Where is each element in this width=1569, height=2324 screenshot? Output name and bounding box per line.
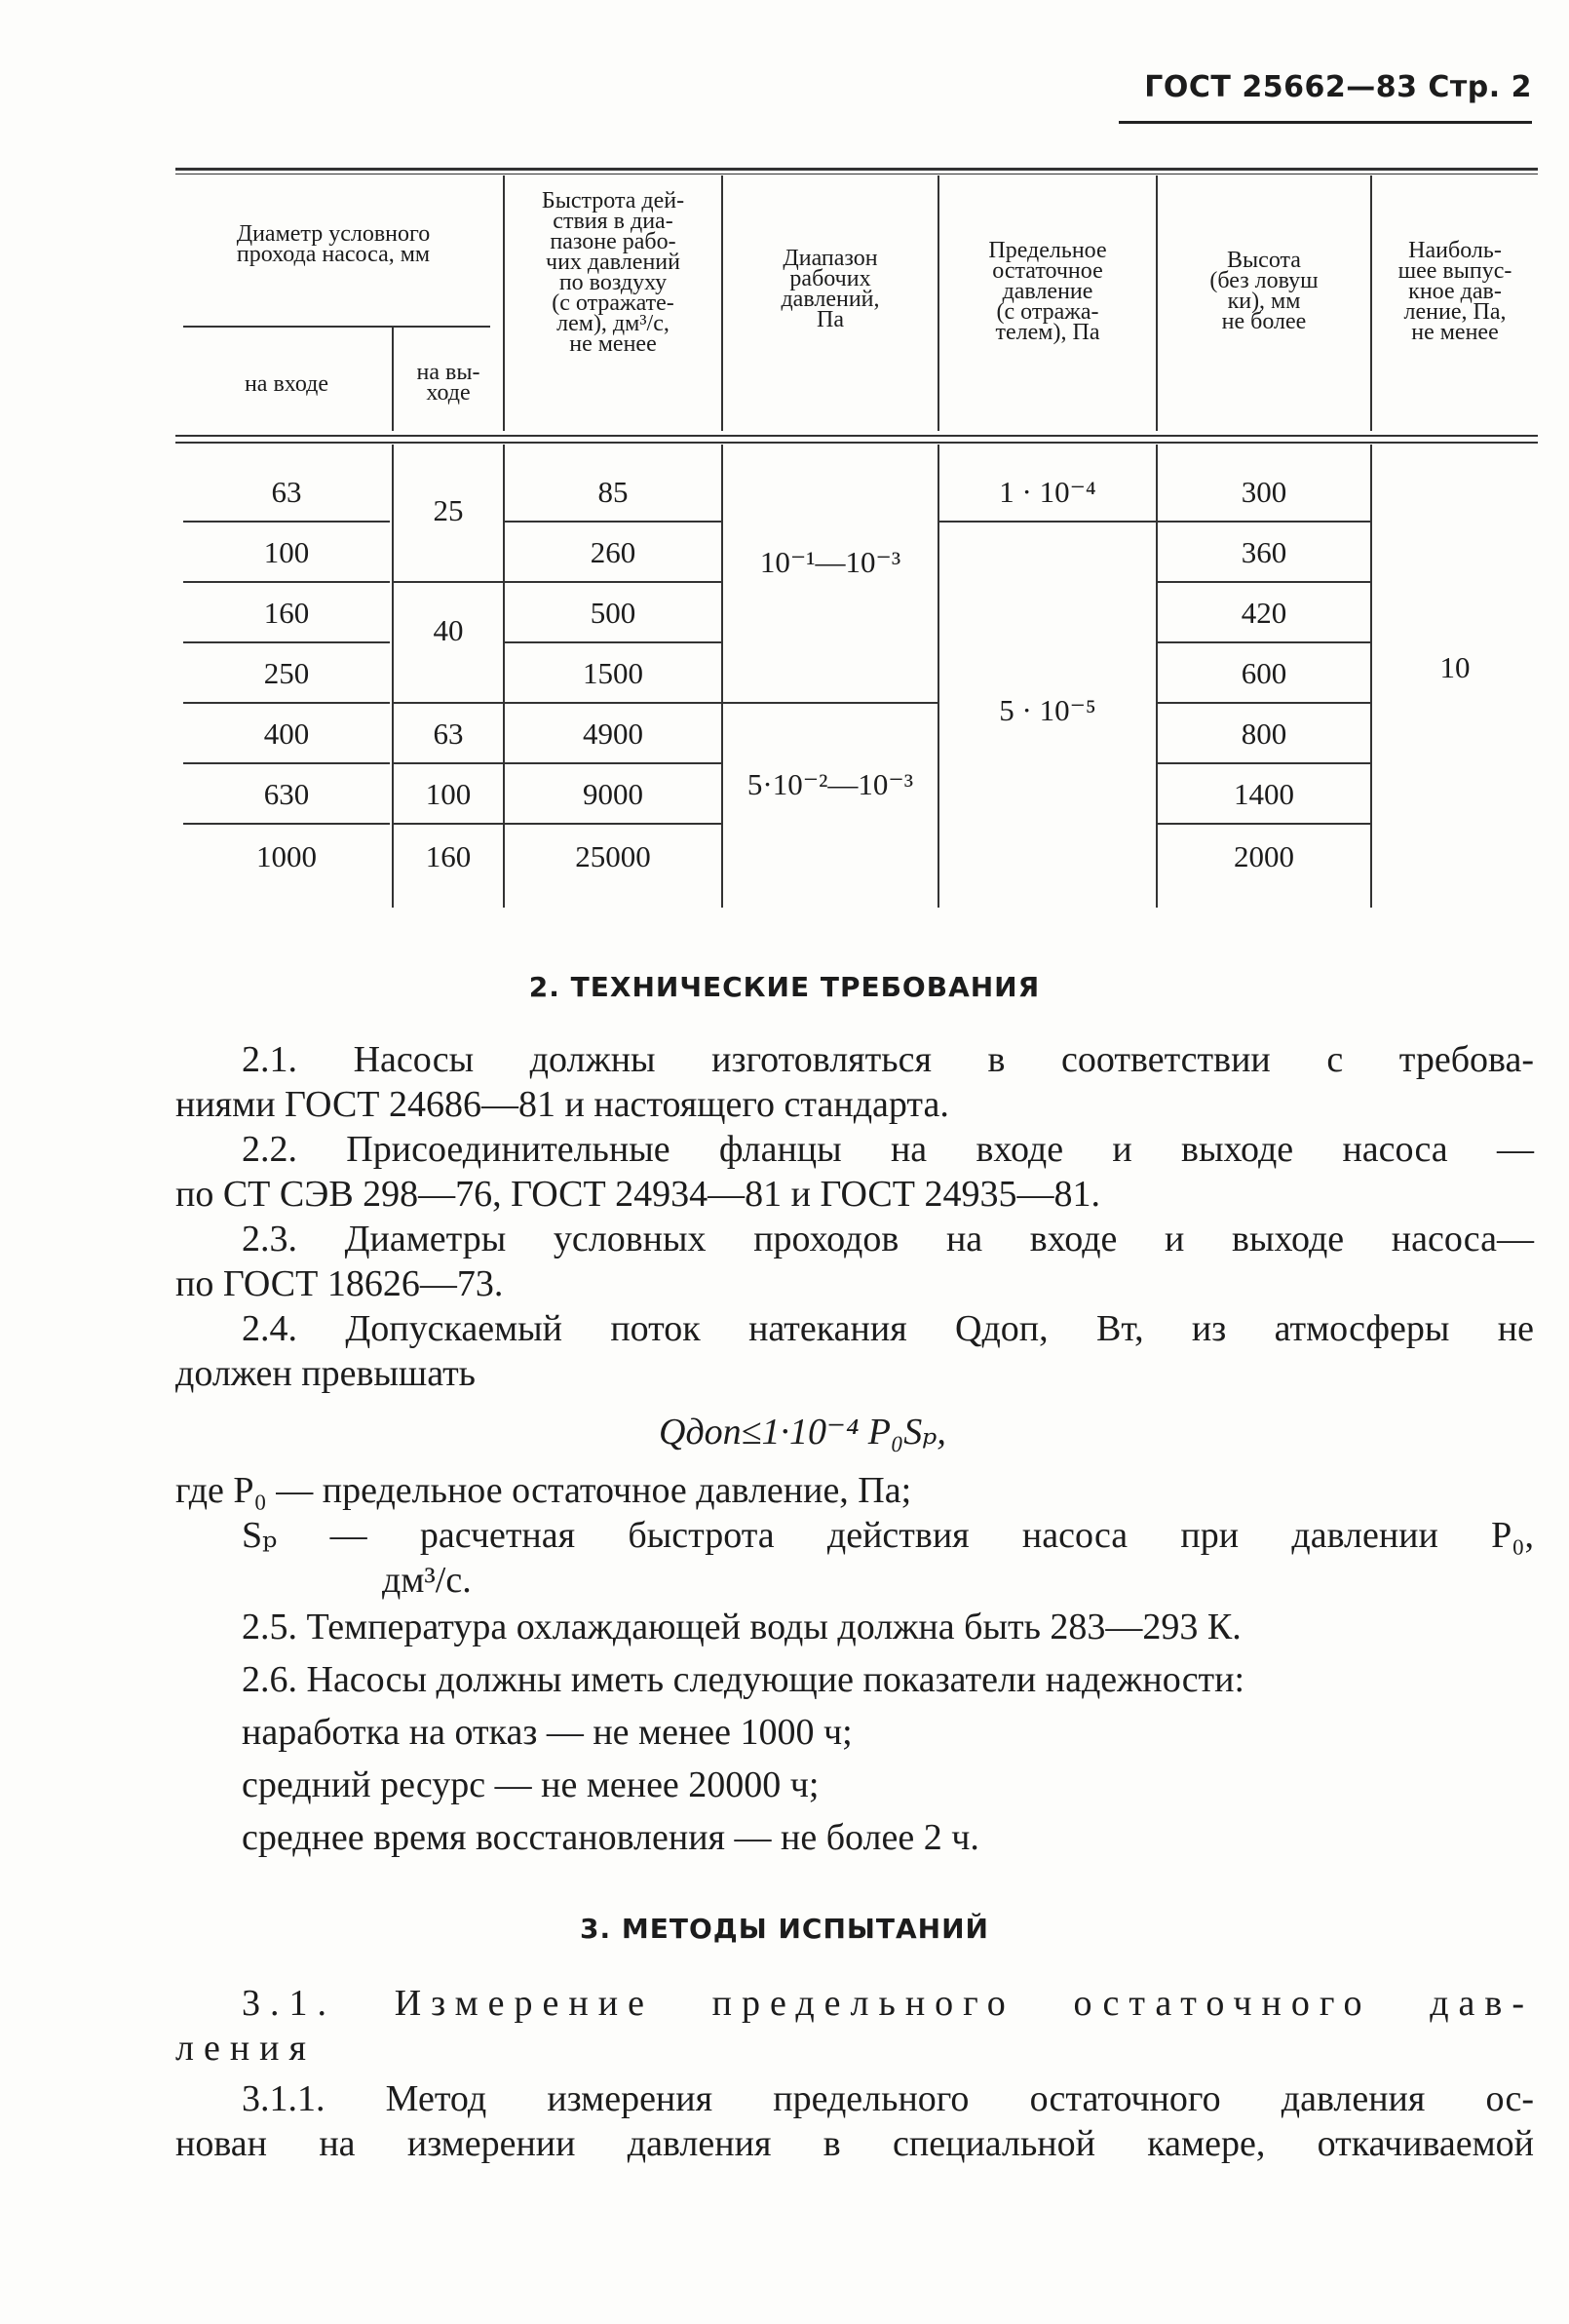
cell-inlet: 400 xyxy=(263,717,310,751)
th-height: Высота (без ловуш ки), мм не более xyxy=(1209,248,1319,334)
para-2-2-line2: по СТ СЭВ 298—76, ГОСТ 24934—81 и ГОСТ 24935—81. xyxy=(175,1174,1100,1215)
col-line xyxy=(721,445,723,908)
row-rule xyxy=(1158,581,1370,583)
cell-height: 800 xyxy=(1241,717,1287,751)
row-rule xyxy=(1158,823,1370,825)
cell-outlet-pressure: 10 xyxy=(1439,650,1471,684)
row-rule xyxy=(1158,521,1370,523)
cell-outlet: 25 xyxy=(433,493,464,527)
row-rule xyxy=(1158,641,1370,643)
cell-inlet: 630 xyxy=(263,777,310,811)
para-2-5: 2.5. Температура охлаждающей воды должна быть 283—293 К. xyxy=(242,1607,1242,1647)
row-rule xyxy=(183,762,390,764)
row-rule xyxy=(183,702,390,704)
cell-height: 420 xyxy=(1241,596,1287,630)
row-rule xyxy=(394,762,503,764)
row-rule xyxy=(183,521,390,523)
row-rule xyxy=(939,521,1156,523)
formula: Qдоп≤1·10⁻⁴ P₀Sₚ, xyxy=(659,1412,946,1452)
cell-speed: 9000 xyxy=(583,777,643,811)
reliability-2: средний ресурс — не менее 20000 ч; xyxy=(242,1764,820,1805)
cell-speed: 85 xyxy=(597,475,629,509)
para-2-1-line1: 2.1. Насосы должны изготовляться в соответствии с требова- xyxy=(242,1039,1534,1080)
row-rule xyxy=(394,581,503,583)
row-rule xyxy=(505,702,721,704)
th-inlet: на входе xyxy=(244,371,329,397)
para-2-4-line2: должен превышать xyxy=(175,1353,477,1394)
row-rule xyxy=(394,702,503,704)
table-top-rule xyxy=(175,168,1538,171)
cell-inlet: 160 xyxy=(263,596,310,630)
th-outlet-pressure: Наиболь- шее выпус- кное дав- ление, Па, не менее xyxy=(1397,238,1512,345)
para-3-1-line1: 3.1. Измерение предельного остаточного дав- xyxy=(242,1983,1534,2024)
para-3-1-line2: ления xyxy=(175,2028,316,2069)
row-rule xyxy=(723,702,938,704)
para-3-1-1-line2: нован на измерении давления в специальной камере, откачиваемой xyxy=(175,2123,1534,2164)
where-line-1: где P₀ — предельное остаточное давление, Па; xyxy=(175,1470,912,1511)
cell-outlet: 40 xyxy=(433,613,464,647)
cell-outlet: 100 xyxy=(425,777,472,811)
row-rule xyxy=(394,823,503,825)
para-2-4-line1: 2.4. Допускаемый поток натекания Qдоп, Вт, из атмосферы не xyxy=(242,1308,1534,1349)
row-rule xyxy=(183,823,390,825)
th-diameter: Диаметр условного прохода насоса, мм xyxy=(236,221,431,267)
col-line xyxy=(938,445,939,908)
para-2-1-line2: ниями ГОСТ 24686—81 и настоящего стандарта. xyxy=(175,1084,949,1125)
cell-ultimate: 1 · 10⁻⁴ xyxy=(999,475,1096,509)
cell-inlet: 1000 xyxy=(256,839,317,873)
th-ultimate: Предельное остаточное давление (с отража- телем), Па xyxy=(988,238,1107,345)
where-line-3: дм³/с. xyxy=(382,1560,472,1601)
cell-outlet: 63 xyxy=(433,717,464,751)
para-3-1-1-line1: 3.1.1. Метод измерения предельного остаточного давления ос- xyxy=(242,2078,1534,2119)
row-rule xyxy=(505,762,721,764)
row-rule xyxy=(1158,762,1370,764)
para-2-3-line1: 2.3. Диаметры условных проходов на входе и выходе насоса— xyxy=(242,1219,1534,1259)
reliability-3: среднее время восстановления — не более 2 ч. xyxy=(242,1817,979,1858)
cell-range: 5·10⁻²—10⁻³ xyxy=(746,767,914,801)
row-rule xyxy=(505,641,721,643)
diameter-group-rule xyxy=(183,326,490,328)
cell-inlet: 63 xyxy=(271,475,302,509)
para-2-2-line1: 2.2. Присоединительные фланцы на входе и выходе насоса — xyxy=(242,1129,1534,1170)
cell-inlet: 100 xyxy=(263,535,310,569)
row-rule xyxy=(183,641,390,643)
row-rule xyxy=(1158,702,1370,704)
header-bottom-rule xyxy=(175,435,1538,437)
cell-height: 360 xyxy=(1241,535,1287,569)
reliability-1: наработка на отказ — не менее 1000 ч; xyxy=(242,1712,853,1753)
row-rule xyxy=(183,581,390,583)
para-2-6: 2.6. Насосы должны иметь следующие показатели надежности: xyxy=(242,1659,1245,1700)
pump-spec-table xyxy=(0,0,1569,936)
cell-range: 10⁻¹—10⁻³ xyxy=(759,545,901,579)
row-rule xyxy=(505,521,721,523)
document-header: ГОСТ 25662—83 Стр. 2 xyxy=(1144,70,1532,104)
para-2-3-line2: по ГОСТ 18626—73. xyxy=(175,1263,504,1304)
section-3-title: 3. МЕТОДЫ ИСПЫТАНИЙ xyxy=(580,1913,989,1945)
header-bottom-rule-2 xyxy=(175,442,1538,444)
row-rule xyxy=(505,581,721,583)
cell-height: 600 xyxy=(1241,656,1287,690)
cell-speed: 25000 xyxy=(575,839,651,873)
cell-speed: 260 xyxy=(590,535,636,569)
row-rule xyxy=(505,823,721,825)
section-2-title: 2. ТЕХНИЧЕСКИЕ ТРЕБОВАНИЯ xyxy=(528,971,1041,1003)
cell-height: 2000 xyxy=(1234,839,1294,873)
cell-speed: 500 xyxy=(590,596,636,630)
cell-inlet: 250 xyxy=(263,656,310,690)
cell-speed: 4900 xyxy=(583,717,643,751)
cell-ultimate: 5 · 10⁻⁵ xyxy=(999,693,1096,727)
th-outlet: на вы- ходе xyxy=(416,360,480,406)
cell-outlet: 160 xyxy=(425,839,472,873)
th-range: Диапазон рабочих давлений, Па xyxy=(781,246,880,332)
where-line-2: Sₚ — расчетная быстрота действия насоса при давлении P₀, xyxy=(242,1515,1534,1556)
cell-speed: 1500 xyxy=(583,656,643,690)
cell-height: 1400 xyxy=(1234,777,1294,811)
th-speed: Быстрота дей- ствия в диа- пазоне рабо- чих давлений по воздуху (с отражате- лем), дм³/с, не менее xyxy=(541,188,685,357)
cell-height: 300 xyxy=(1241,475,1287,509)
